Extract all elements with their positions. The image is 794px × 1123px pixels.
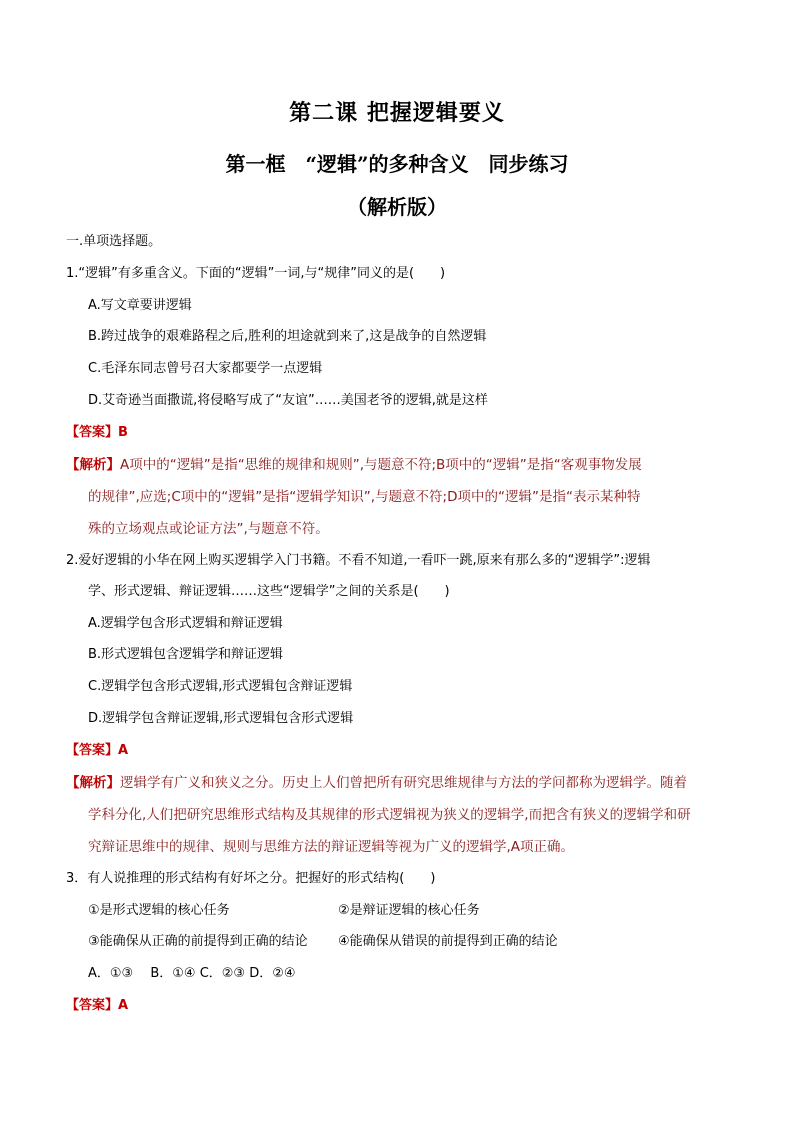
q2-stem-line-1: 2.爱好逻辑的小华在网上购买逻辑学入门书籍。不看不知道,一看吓一跳,原来有那么多的“逻辑学”:逻辑 — [66, 553, 651, 568]
q1-analysis-line-1 — [66, 455, 642, 475]
section-subtitle: 第一框 “逻辑”的多种含义 同步练习 — [225, 152, 569, 176]
answer-value: B — [118, 425, 128, 440]
section-heading: 一.单项选择题。 — [66, 234, 162, 249]
q1-option-c: C.毛泽东同志曾号召大家都要学一点逻辑 — [88, 361, 323, 376]
answer-value: A — [118, 743, 129, 758]
q2-option-a: A.逻辑学包含形式逻辑和辩证逻辑 — [88, 616, 283, 631]
q3-answer — [66, 996, 128, 1016]
q2-analysis-line-3: 究辩证思维中的规律、规则与思维方法的辩证逻辑等视为广义的逻辑学,A项正确。 — [88, 839, 575, 855]
q2-stem-line-2: 学、形式逻辑、辩证逻辑……这些“逻辑学”之间的关系是( ) — [88, 584, 450, 599]
analysis-tag: 【解析】 — [66, 775, 120, 791]
q2-answer — [66, 741, 128, 761]
analysis-tag: 【解析】 — [66, 457, 120, 473]
q2-analysis-line-1 — [66, 773, 687, 793]
q1-answer — [66, 423, 128, 443]
q2-option-b: B.形式逻辑包含逻辑学和辩证逻辑 — [88, 647, 284, 662]
q3-choices: A．①③ B．①④ C．②③ D．②④ — [88, 966, 296, 981]
analysis-text: A项中的“逻辑”是指“思维的规律和规则”,与题意不符;B项中的“逻辑”是指“客观事物发展 — [120, 457, 642, 473]
q1-option-a: A.写文章要讲逻辑 — [88, 298, 192, 313]
q2-option-c: C.逻辑学包含形式逻辑,形式逻辑包含辩证逻辑 — [88, 679, 353, 694]
q1-analysis-line-2: 的规律”,应选;C项中的“逻辑”是指“逻辑学知识”,与题意不符;D项中的“逻辑”是指“表示某种特 — [88, 489, 641, 505]
q2-option-d: D.逻辑学包含辩证逻辑,形式逻辑包含形式逻辑 — [88, 711, 354, 726]
analysis-text: 逻辑学有广义和狭义之分。历史上人们曾把所有研究思维规律与方法的学问都称为逻辑学。随着 — [120, 775, 687, 791]
answer-tag: 【答案】 — [66, 743, 119, 758]
q3-item-3: ③能确保从正确的前提得到正确的结论 — [88, 934, 308, 949]
answer-tag: 【答案】 — [66, 998, 119, 1013]
q1-stem: 1.“逻辑”有多重含义。下面的“逻辑”一词,与“规律”同义的是( ) — [66, 266, 446, 281]
q3-item-4: ④能确保从错误的前提得到正确的结论 — [338, 934, 558, 949]
q1-analysis-line-3: 殊的立场观点或论证方法”,与题意不符。 — [88, 521, 329, 537]
q3-stem: 3．有人说推理的形式结构有好坏之分。把握好的形式结构( ) — [66, 871, 436, 886]
q1-option-d: D.艾奇逊当面撒谎,将侵略写成了“友谊”……美国老爷的逻辑,就是这样 — [88, 393, 488, 408]
answer-value: A — [118, 998, 129, 1013]
q1-option-b: B.跨过战争的艰难路程之后,胜利的坦途就到来了,这是战争的自然逻辑 — [88, 329, 487, 344]
q2-analysis-line-2: 学科分化,人们把研究思维形式结构及其规律的形式逻辑视为狭义的逻辑学,而把含有狭义的逻辑学和研 — [88, 807, 691, 823]
answer-tag: 【答案】 — [66, 425, 119, 440]
edition-label: （解析版） — [347, 195, 447, 219]
q3-item-1: ①是形式逻辑的核心任务 — [88, 903, 230, 918]
q3-item-2: ②是辩证逻辑的核心任务 — [338, 903, 480, 918]
lesson-title: 第二课 把握逻辑要义 — [289, 100, 505, 126]
